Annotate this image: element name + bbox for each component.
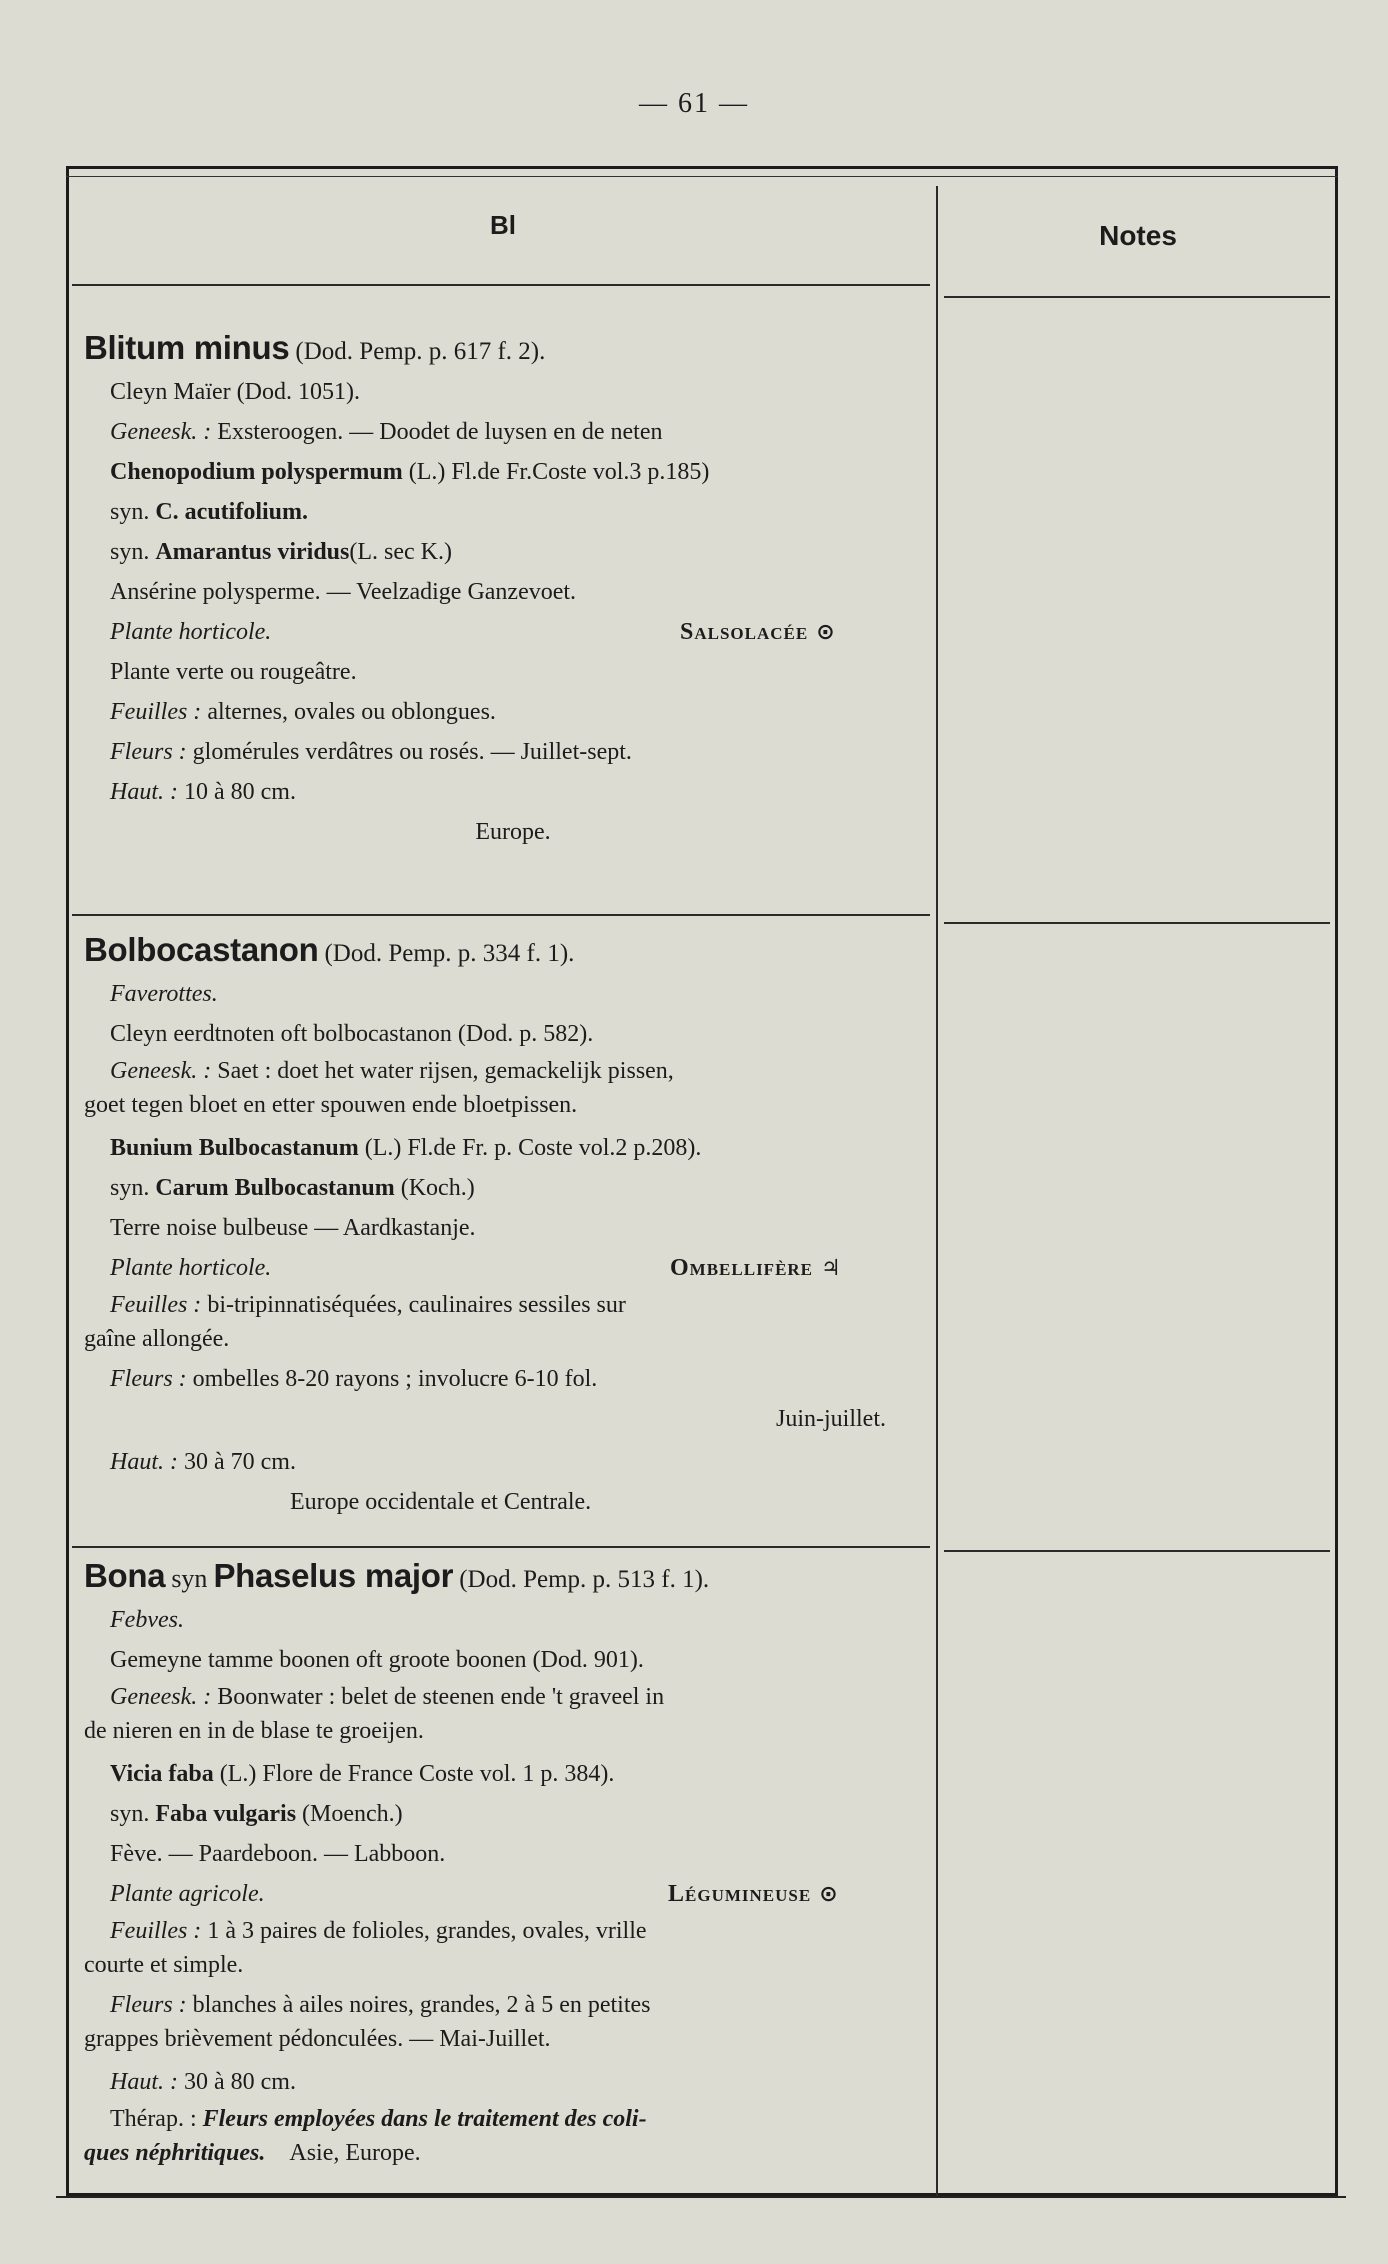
entry-genus: Bona xyxy=(84,1557,166,1594)
header-notes: Notes xyxy=(1099,220,1177,251)
syn-label: syn. xyxy=(110,1175,150,1201)
annual-symbol: ⊙ xyxy=(819,1882,839,1907)
synonym: C. acutifolium. xyxy=(155,499,309,525)
synonym: Carum Bulbocastanum xyxy=(155,1175,395,1201)
synonym-ref: (Koch.) xyxy=(400,1175,475,1201)
haut-label: Haut. : xyxy=(110,1449,178,1475)
synonym-ref: (Moench.) xyxy=(302,1801,403,1827)
syn-label: syn. xyxy=(110,539,150,565)
header-rule-right xyxy=(944,296,1330,298)
plant-type: Plante horticole. xyxy=(110,619,272,645)
therap-text-cont: ques néphritiques. xyxy=(84,2140,266,2166)
plant-type: Plante horticole. xyxy=(110,1255,272,1281)
annual-symbol: ⊙ xyxy=(816,620,836,645)
old-name: Febves. xyxy=(110,1607,184,1633)
flowering-period: Juin-juillet. xyxy=(776,1406,886,1432)
common-names: Ansérine polysperme. — Veelzadige Ganzevoet. xyxy=(110,579,577,605)
entry-bolbocastanon xyxy=(84,930,916,1522)
geneesk-text: Boonwater : belet de steenen ende 't graveel in xyxy=(217,1684,665,1710)
geneesk-label: Geneesk. : xyxy=(110,419,212,445)
entry-reference: (Dod. Pemp. p. 513 f. 1). xyxy=(459,1566,710,1593)
fleurs-text: ombelles 8-20 rayons ; involucre 6-10 fol. xyxy=(192,1366,598,1392)
fleurs-label: Fleurs : xyxy=(110,1366,187,1392)
entry-divider-1-right xyxy=(944,922,1330,924)
species-ref: (L.) Fl.de Fr. p. Coste vol.2 p.208). xyxy=(364,1135,702,1161)
frame-double-rule xyxy=(66,176,1338,177)
region: Europe occidentale et Centrale. xyxy=(290,1489,592,1515)
description: Plante verte ou rougeâtre. xyxy=(110,659,357,685)
entry-divider-2-left xyxy=(72,1546,930,1548)
entry-blitum-minus xyxy=(84,328,916,852)
species-name: Vicia faba xyxy=(110,1761,214,1787)
feuilles-text: 1 à 3 paires de folioles, grandes, ovales, vrille xyxy=(207,1918,647,1944)
geneesk-text: Exsteroogen. — Doodet de luysen en de neten xyxy=(217,419,663,445)
synonym: Amarantus viridus xyxy=(155,539,350,565)
family-name: Ombellifère ♃ xyxy=(670,1255,842,1281)
haut-text: 30 à 70 cm. xyxy=(184,1449,296,1475)
geneesk-text-cont: goet tegen bloet en etter spouwen ende bloetpissen. xyxy=(84,1092,578,1118)
entry-bona xyxy=(84,1556,916,2176)
entry-divider-2-right xyxy=(944,1550,1330,1552)
dutch-name: Cleyn eerdtnoten oft bolbocastanon (Dod. p. 582). xyxy=(110,1021,594,1047)
region: Asie, Europe. xyxy=(289,2140,421,2166)
geneesk-text-cont: de nieren en in de blase te groeijen. xyxy=(84,1718,424,1744)
family-name: Salsolacée ⊙ xyxy=(680,619,836,645)
fleurs-text: blanches à ailes noires, grandes, 2 à 5 en petites xyxy=(192,1992,651,2018)
page-number: — 61 — xyxy=(639,88,749,119)
common-names: Terre noise bulbeuse — Aardkastanje. xyxy=(110,1215,476,1241)
header-left: Bl xyxy=(490,210,516,240)
feuilles-text-cont: gaîne allongée. xyxy=(84,1326,230,1352)
syn-label: syn. xyxy=(110,1801,150,1827)
dutch-name: Gemeyne tamme boonen oft groote boonen (Dod. 901). xyxy=(110,1647,644,1673)
header-rule-left xyxy=(72,284,930,286)
species-ref: (L.) Flore de France Coste vol. 1 p. 384). xyxy=(219,1761,615,1787)
plant-type: Plante agricole. xyxy=(110,1881,265,1907)
haut-label: Haut. : xyxy=(110,2069,178,2095)
feuilles-text-cont: courte et simple. xyxy=(84,1952,244,1978)
fleurs-label: Fleurs : xyxy=(110,1992,187,2018)
common-names: Fève. — Paardeboon. — Labboon. xyxy=(110,1841,446,1867)
entry-reference: (Dod. Pemp. p. 617 f. 2). xyxy=(295,338,546,365)
synonym: Faba vulgaris xyxy=(155,1801,297,1827)
entry-genus-synonym: Phaselus major xyxy=(213,1557,454,1594)
geneesk-label: Geneesk. : xyxy=(110,1058,212,1084)
syn-word: syn xyxy=(171,1564,208,1593)
feuilles-label: Feuilles : xyxy=(110,1292,202,1318)
entry-divider-1-left xyxy=(72,914,930,916)
therap-label: Thérap. : xyxy=(110,2106,197,2132)
perennial-symbol: ♃ xyxy=(821,1256,842,1281)
species-ref: (L.) Fl.de Fr.Coste vol.3 p.185) xyxy=(408,459,710,485)
geneesk-label: Geneesk. : xyxy=(110,1684,212,1710)
species-name: Bunium Bulbocastanum xyxy=(110,1135,359,1161)
entry-genus: Bolbocastanon xyxy=(84,931,319,968)
family-name: Légumineuse ⊙ xyxy=(668,1881,839,1907)
feuilles-text: bi-tripinnatiséquées, caulinaires sessiles sur xyxy=(207,1292,626,1318)
haut-label: Haut. : xyxy=(110,779,178,805)
feuilles-label: Feuilles : xyxy=(110,699,202,725)
feuilles-label: Feuilles : xyxy=(110,1918,202,1944)
haut-text: 30 à 80 cm. xyxy=(184,2069,296,2095)
feuilles-text: alternes, ovales ou oblongues. xyxy=(207,699,496,725)
fleurs-text: glomérules verdâtres ou rosés. — Juillet-sept. xyxy=(192,739,632,765)
old-name: Faverottes. xyxy=(110,981,218,1007)
fleurs-text-cont: grappes brièvement pédonculées. — Mai-Juillet. xyxy=(84,2026,551,2052)
entry-reference: (Dod. Pemp. p. 334 f. 1). xyxy=(324,940,575,967)
dutch-name: Cleyn Maïer (Dod. 1051). xyxy=(110,379,360,405)
therap-text: Fleurs employées dans le traitement des coli- xyxy=(202,2106,647,2132)
haut-text: 10 à 80 cm. xyxy=(184,779,296,805)
syn-label: syn. xyxy=(110,499,150,525)
synonym-ref: (L. sec K.) xyxy=(349,539,452,565)
bottom-rule xyxy=(56,2196,1346,2198)
column-divider xyxy=(936,186,938,2196)
entry-genus: Blitum minus xyxy=(84,329,290,366)
geneesk-text: Saet : doet het water rijsen, gemackelijk pissen, xyxy=(217,1058,674,1084)
species-name: Chenopodium polyspermum xyxy=(110,459,403,485)
fleurs-label: Fleurs : xyxy=(110,739,187,765)
region: Europe. xyxy=(475,819,551,845)
